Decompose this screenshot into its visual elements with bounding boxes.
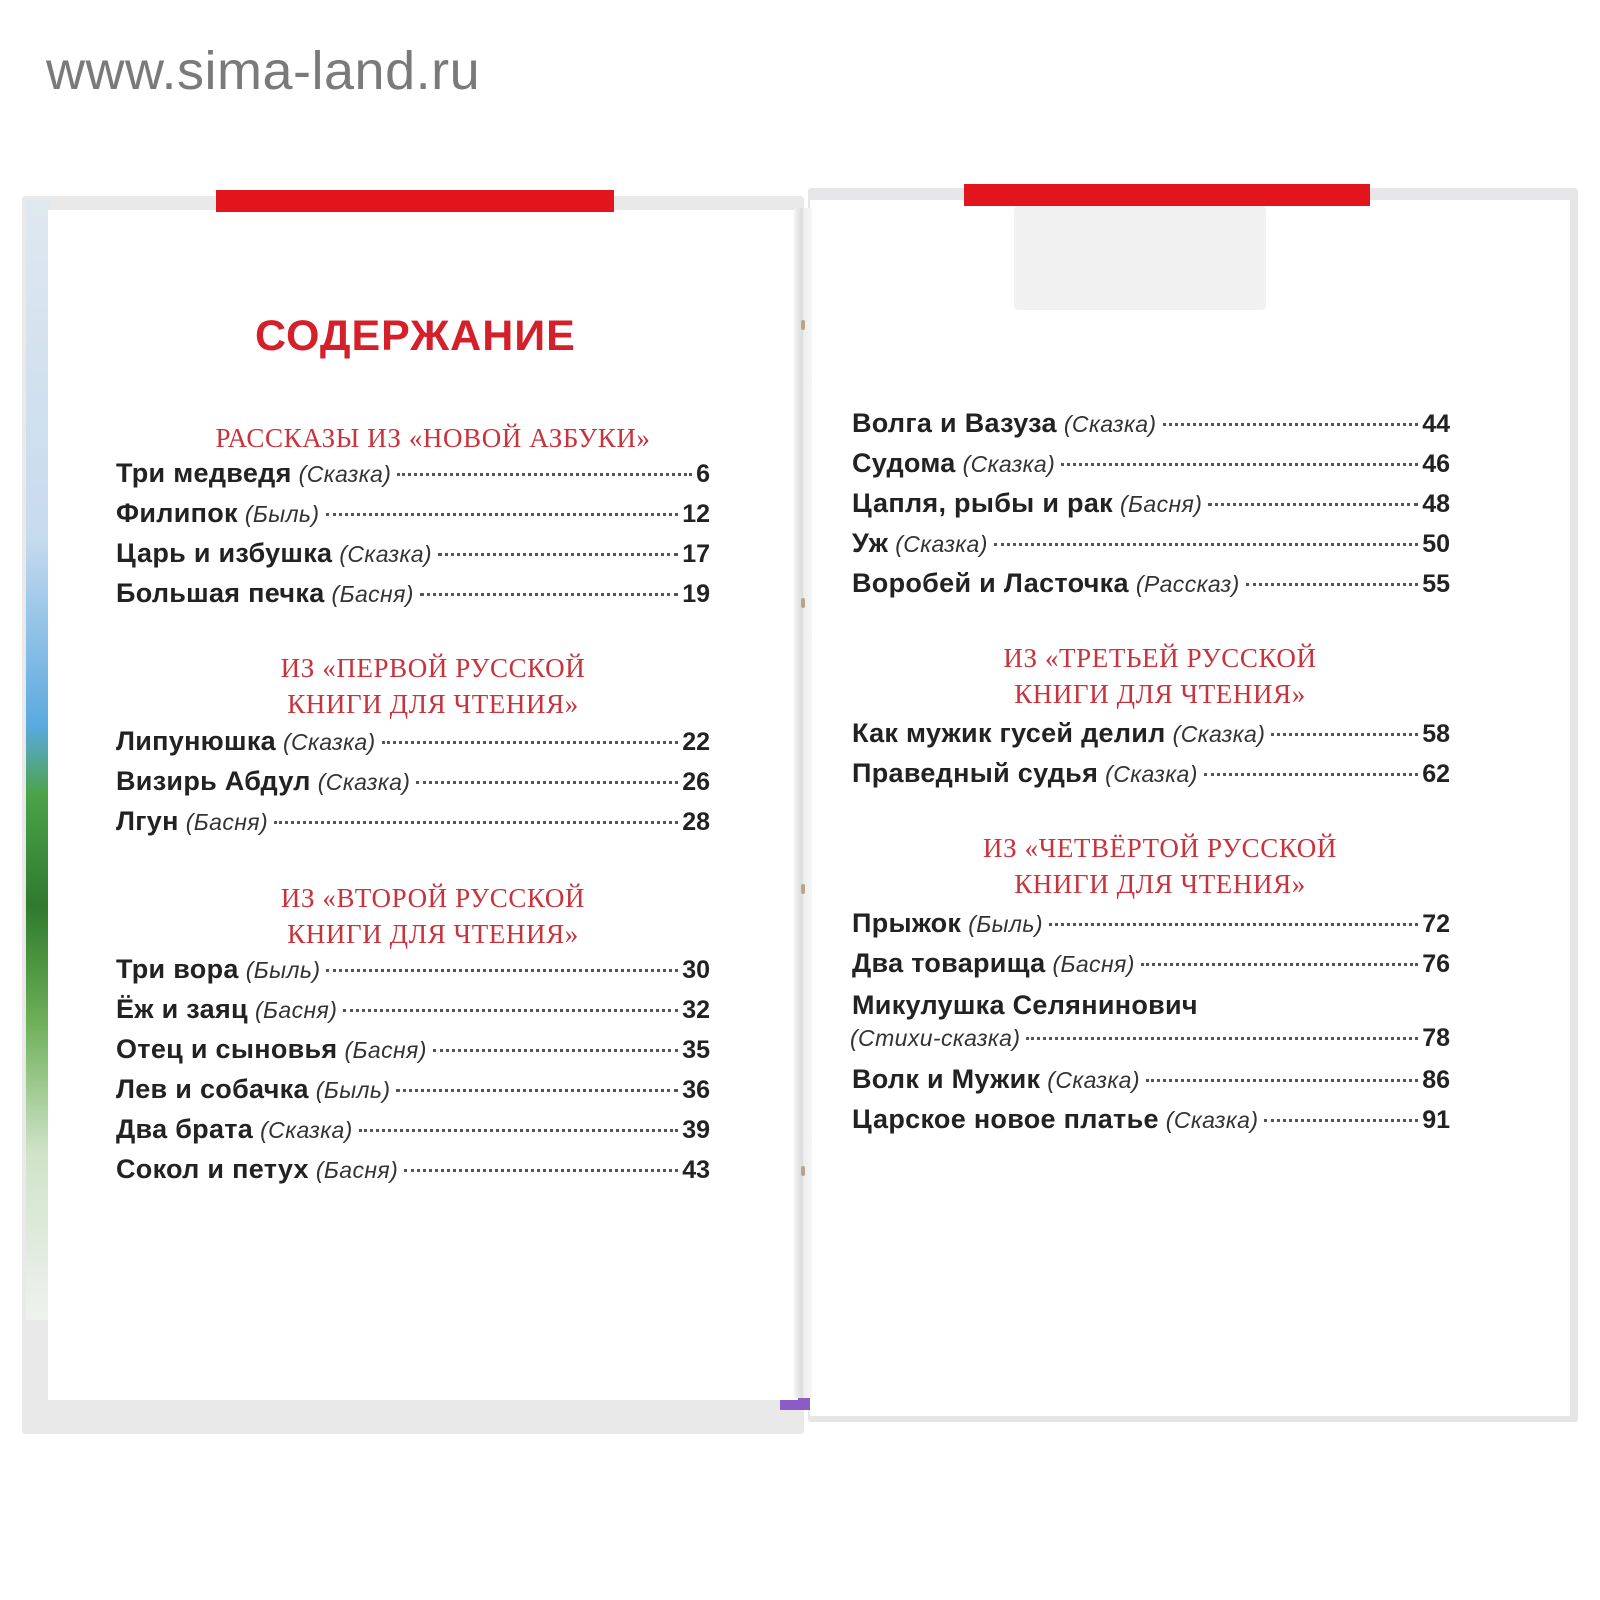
entry-page-number: 43 [682, 1156, 710, 1184]
entry-title: Большая печка [116, 578, 325, 608]
dot-leader [404, 1169, 678, 1172]
entry-page-number: 19 [682, 580, 710, 608]
entry-genre: (Сказка) [317, 769, 411, 795]
entry-genre: (Сказка) [260, 1117, 353, 1143]
dot-leader [326, 969, 678, 972]
toc-entry [852, 948, 1450, 988]
toc-entry [116, 766, 710, 806]
toc-entry [852, 448, 1450, 488]
entry-page-number: 44 [1422, 410, 1450, 438]
entry-genre: (Сказка) [298, 461, 392, 487]
toc-entry [116, 578, 710, 618]
entry-title: Как мужик гусей делил [852, 718, 1166, 748]
entry-title: Праведный судья [852, 758, 1099, 788]
entry-genre: (Сказка) [1172, 721, 1266, 747]
entry-page-number: 30 [682, 956, 710, 984]
toc-entry [852, 758, 1450, 798]
entry-genre: (Басня) [254, 997, 338, 1023]
section-heading: КНИГИ ДЛЯ ЧТЕНИЯ» [1014, 869, 1306, 899]
entry-title: Визирь Абдул [116, 766, 311, 796]
entry-page-number: 39 [682, 1116, 710, 1144]
toc-entry [116, 1074, 710, 1114]
entry-page-number: 78 [1422, 1024, 1450, 1052]
entry-page-number: 76 [1422, 950, 1450, 978]
toc-entry [852, 528, 1450, 568]
entry-title: Цапля, рыбы и рак [852, 488, 1113, 518]
entry-title: Микулушка Селянинович [852, 990, 1198, 1020]
toc-entry [116, 994, 710, 1034]
dot-leader [1208, 503, 1418, 506]
entry-page-number: 32 [682, 996, 710, 1024]
entry-page-number: 46 [1422, 450, 1450, 478]
entry-genre: (Сказка) [282, 729, 376, 755]
entry-title: Прыжок [852, 908, 962, 938]
toc-entry [116, 954, 710, 994]
dot-leader [1061, 463, 1418, 466]
toc-entry [116, 1154, 710, 1194]
entry-title: Липунюшка [116, 726, 276, 756]
red-ribbon-left [216, 190, 614, 212]
entry-title: Отец и сыновья [116, 1034, 338, 1064]
entry-genre: (Басня) [331, 581, 414, 607]
entry-genre: (Сказка) [1105, 761, 1198, 787]
entry-genre: (Сказка) [1063, 411, 1157, 437]
dot-leader [326, 513, 679, 516]
site-watermark: www.sima-land.ru [46, 41, 481, 101]
entry-title: Три вора [116, 954, 239, 984]
entry-title: Два товарища [852, 948, 1046, 978]
entry-title: Лгун [116, 806, 179, 836]
toc-entry [852, 408, 1450, 448]
dot-leader [396, 1089, 678, 1092]
entry-title: Филипок [116, 498, 238, 528]
dot-leader [1204, 773, 1418, 776]
entry-page-number: 17 [682, 540, 710, 568]
toc-entry [852, 1064, 1450, 1104]
toc-entry [116, 458, 710, 498]
entry-genre: (Басня) [185, 809, 269, 835]
section-heading: ИЗ «ЧЕТВЁРТОЙ РУССКОЙ [983, 833, 1337, 863]
toc-entry [116, 1034, 710, 1074]
cover-image-strip [26, 200, 50, 1320]
entry-title: Судома [852, 448, 956, 478]
dot-leader [359, 1129, 678, 1132]
entry-page-number: 62 [1422, 760, 1450, 788]
toc-entry [852, 908, 1450, 948]
toc-entry [116, 538, 710, 578]
entry-genre: (Быль) [245, 957, 321, 983]
entry-genre: (Басня) [315, 1157, 399, 1183]
dot-leader [438, 553, 678, 556]
section-heading: КНИГИ ДЛЯ ЧТЕНИЯ» [1014, 679, 1306, 709]
entry-genre: (Сказка) [339, 541, 432, 567]
dot-leader [994, 543, 1418, 546]
binding-stitch [801, 320, 805, 330]
section-heading: РАССКАЗЫ ИЗ «НОВОЙ АЗБУКИ» [215, 423, 651, 453]
entry-genre: (Басня) [1052, 951, 1135, 977]
toc-entry [116, 726, 710, 766]
dot-leader [382, 741, 679, 744]
dot-leader [420, 593, 678, 596]
entry-genre: (Сказка) [962, 451, 1056, 477]
toc-entry [852, 568, 1450, 608]
binding-stitch [801, 884, 805, 894]
dot-leader [1141, 963, 1418, 966]
entry-genre: (Басня) [1119, 491, 1203, 517]
book-gutter [794, 208, 812, 1398]
entry-page-number: 22 [682, 728, 710, 756]
section-heading: ИЗ «ПЕРВОЙ РУССКОЙ [280, 653, 586, 683]
entry-page-number: 6 [696, 460, 710, 488]
toc-entry [852, 718, 1450, 758]
entry-page-number: 28 [682, 808, 710, 836]
section-heading: КНИГИ ДЛЯ ЧТЕНИЯ» [287, 689, 579, 719]
entry-title: Уж [852, 528, 889, 558]
toc-entry [116, 498, 710, 538]
entry-genre: (Басня) [344, 1037, 427, 1063]
entry-page-number: 26 [682, 768, 710, 796]
entry-title: Сокол и петух [116, 1154, 309, 1184]
toc-entry [852, 1104, 1450, 1144]
entry-page-number: 48 [1422, 490, 1450, 518]
red-ribbon-right [964, 184, 1370, 206]
right-page [810, 200, 1570, 1416]
entry-title: Воробей и Ласточка [852, 568, 1129, 598]
entry-page-number: 86 [1422, 1066, 1450, 1094]
entry-genre: (Быль) [968, 911, 1043, 937]
toc-entry [852, 488, 1450, 528]
entry-page-number: 36 [682, 1076, 710, 1104]
entry-page-number: 35 [682, 1036, 710, 1064]
entry-page-number: 91 [1422, 1106, 1450, 1134]
toc-entry [116, 1114, 710, 1154]
dot-leader [1146, 1079, 1418, 1082]
dot-leader [1049, 923, 1418, 926]
section-heading: КНИГИ ДЛЯ ЧТЕНИЯ» [287, 919, 579, 949]
entry-genre: (Сказка) [1047, 1067, 1140, 1093]
faint-show-through-image [1014, 206, 1266, 310]
entry-genre: (Сказка) [895, 531, 988, 557]
dot-leader [1264, 1119, 1418, 1122]
entry-title: Волга и Вазуза [852, 408, 1057, 438]
binding-stitch [801, 598, 805, 608]
entry-title: Царь и избушка [116, 538, 333, 568]
dot-leader [1026, 1037, 1418, 1040]
dot-leader [433, 1049, 678, 1052]
page-title: СОДЕРЖАНИЕ [255, 312, 576, 360]
dot-leader [397, 473, 692, 476]
entry-page-number: 72 [1422, 910, 1450, 938]
entry-title: Волк и Мужик [852, 1064, 1041, 1094]
dot-leader [1163, 423, 1419, 426]
binding-stitch [801, 1166, 805, 1176]
entry-page-number: 58 [1422, 720, 1450, 748]
entry-page-number: 12 [682, 500, 710, 528]
entry-genre: (Стихи-сказка) [850, 1025, 1021, 1051]
dot-leader [274, 821, 678, 824]
section-heading: ИЗ «ВТОРОЙ РУССКОЙ [280, 883, 586, 913]
entry-genre: (Быль) [244, 501, 320, 527]
entry-genre: (Сказка) [1165, 1107, 1259, 1133]
dot-leader [1271, 733, 1418, 736]
dot-leader [416, 781, 678, 784]
dot-leader [343, 1009, 678, 1012]
entry-page-number: 50 [1422, 530, 1450, 558]
dot-leader [1246, 583, 1418, 586]
entry-title: Ёж и заяц [116, 994, 248, 1024]
entry-title: Царское новое платье [852, 1104, 1159, 1134]
entry-title: Два брата [116, 1114, 254, 1144]
section-heading: ИЗ «ТРЕТЬЕЙ РУССКОЙ [1003, 643, 1317, 673]
entry-genre: (Быль) [315, 1077, 391, 1103]
toc-entry [116, 806, 710, 846]
entry-title: Три медведя [116, 458, 292, 488]
entry-genre: (Рассказ) [1135, 571, 1240, 597]
entry-page-number: 55 [1422, 570, 1450, 598]
entry-title: Лев и собачка [116, 1074, 309, 1104]
toc-entry [850, 1024, 1450, 1064]
